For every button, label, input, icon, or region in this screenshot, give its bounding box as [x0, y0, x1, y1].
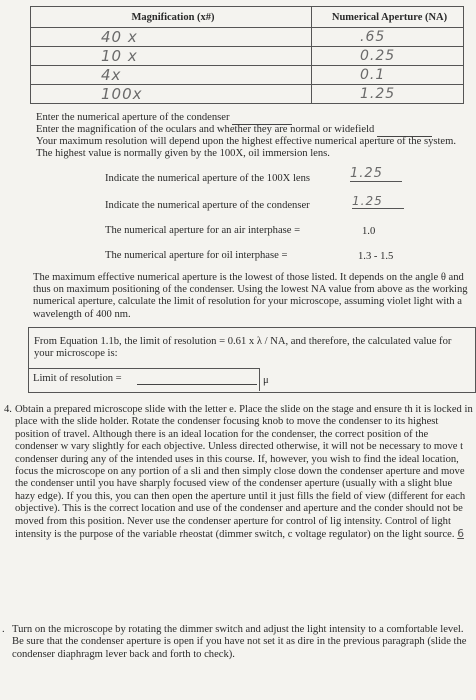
oil-value: 1.3 - 1.5	[358, 251, 394, 262]
enter-mag-line: Enter the magnification of the oculars and whether they are normal or widefield	[36, 124, 432, 137]
equation-text: From Equation 1.1b, the limit of resolution = 0.61 x λ / NA, and therefore, the calculated value for your microscope is:	[34, 336, 452, 360]
limit-blank	[137, 384, 257, 385]
enter-na-line: Enter the numerical aperture of the condenser	[36, 112, 292, 125]
air-value: 1.0	[362, 226, 376, 237]
table-row	[31, 85, 464, 104]
step5-text: Turn on the microscope by rotating the dimmer switch and adjust the light intensity to a comfortable level. Be sure that the condenser aperture is open if you have not set it as dire in the previous paragraph (slide the condenser diaphragm lever back and forth to check).	[12, 624, 467, 660]
mag-cell: 100x	[31, 85, 312, 104]
mag-cell: 40 x	[31, 28, 312, 47]
indicate-condenser-label: Indicate the numerical aperture of the condenser	[105, 200, 310, 211]
indicate-100x-label: Indicate the numerical aperture of the 100X lens	[105, 173, 311, 184]
indicate-100x-value: 1.25	[350, 166, 402, 182]
step4-number: 4.	[4, 404, 12, 415]
table-row	[31, 47, 464, 66]
mag-cell: 10 x	[31, 47, 312, 66]
mag-cell: 4x	[31, 66, 312, 85]
limit-unit: μ	[263, 375, 269, 386]
max-resolution-text: Your maximum resolution will depend upon the highest effective numerical aperture of the system. The highest value is normally given by the 100X, oil immersion lens.	[36, 136, 457, 160]
col-header-na: Numerical Aperture (NA)	[312, 7, 464, 28]
col-header-magnification: Magnification (x#)	[31, 7, 312, 28]
step5-number: .	[2, 624, 5, 635]
na-cell: 0.1	[312, 66, 464, 85]
max-effective-paragraph: The maximum effective numerical aperture is the lowest of those listed. It depends on the angle θ and thus on maximum positioning of the condenser. Using the lowest NA value from above as the working numerical aperture, calculate the limit of resolution for your microscope, assuming violet light with a wavelength of 400 nm.	[33, 272, 468, 320]
check-mark: 6	[457, 528, 464, 541]
table-row	[31, 66, 464, 85]
calculation-box	[28, 327, 476, 393]
air-label: The numerical aperture for an air interphase =	[105, 225, 301, 236]
limit-label: Limit of resolution =	[33, 373, 122, 384]
table-row	[31, 28, 464, 47]
na-cell: 0.25	[312, 47, 464, 66]
na-cell: .65	[312, 28, 464, 47]
oil-label: The numerical aperture for oil interphase =	[105, 250, 288, 261]
na-table	[30, 6, 464, 104]
step4-text: Obtain a prepared microscope slide with the letter e. Place the slide on the stage and ensure th it is locked in place with the slide holder. Rotate the condenser focusing knob to move the condenser to its highest position of travel. Although there is an ideal location for the condenser, the correct position of the condenser w vary slightly for each objective. Unless directed otherwise, it will not be necessary to move t condenser during any of the intended uses in this course. If, however, you wish to find the ideal location, focus the microscope on any portion of a sli and then simply close down the condenser aperture and move the condenser until you have sharply focused view of the condenser aperture (usually with a slight blue hazy edge). If you this, you can then open the aperture until it just fills the field of view (different for each objective). This is the correct location and use of the condenser and aperture and the conder should not be moved from this position. Never use the condenser aperture for control of lig intensity. Control of light intensity is the purpose of the variable rheostat (dimmer switch, c voltage regulator) on the light source. 6	[15, 404, 473, 541]
indicate-condenser-value: 1.25	[352, 194, 404, 209]
na-cell: 1.25	[312, 85, 464, 104]
